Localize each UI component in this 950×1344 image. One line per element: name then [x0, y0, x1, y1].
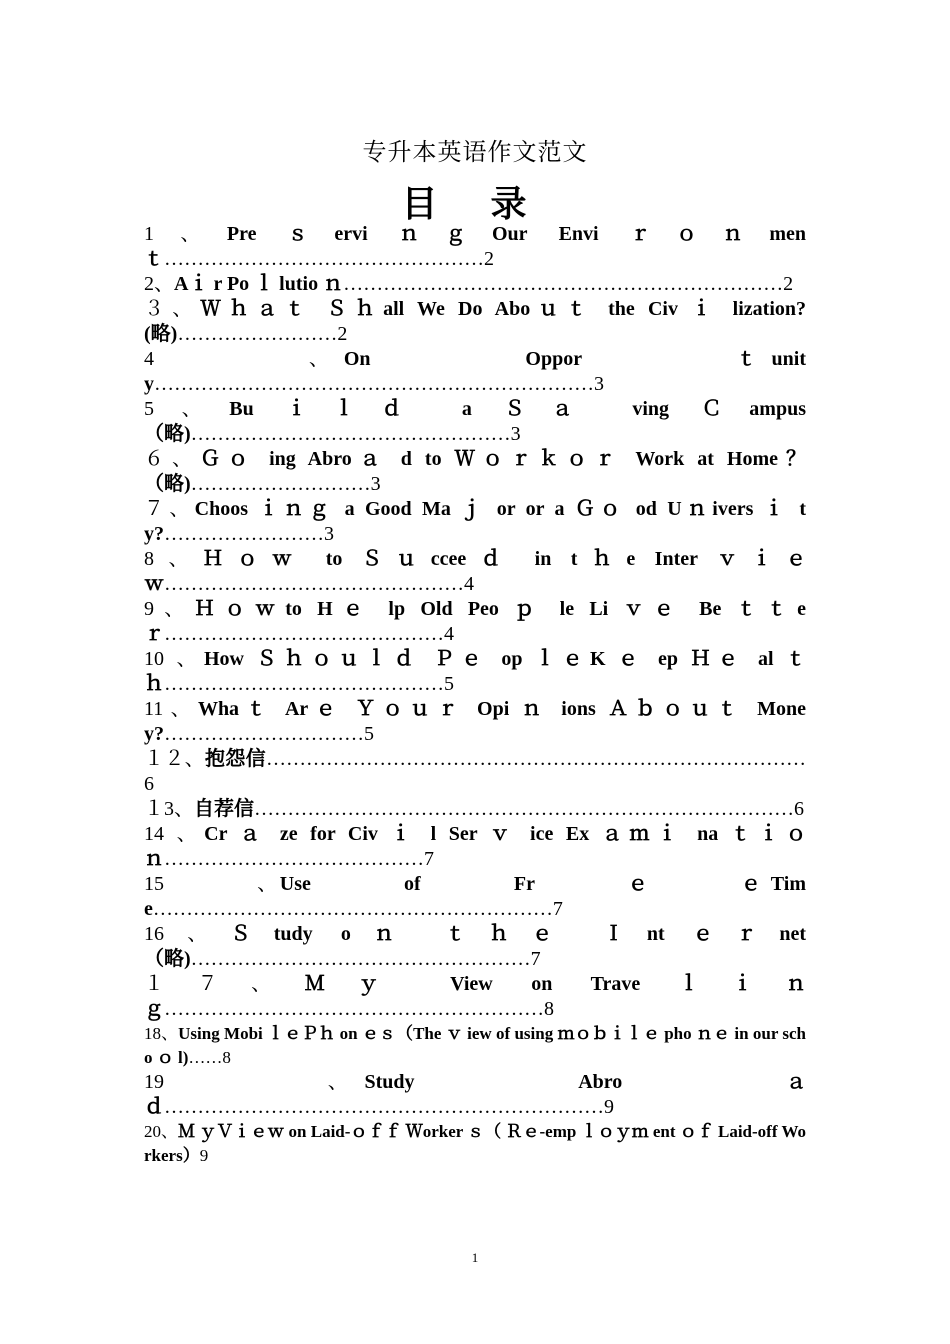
- toc-entry-number: 9、: [144, 598, 195, 620]
- toc-entry-number: １3、: [144, 798, 194, 820]
- toc-entry-page: 4: [444, 623, 454, 645]
- toc-entry-page: 2: [484, 248, 494, 270]
- toc-entry-page: 2: [337, 323, 348, 345]
- toc-entry-leader: …………………………: [164, 723, 364, 745]
- toc-entry-page: 3: [594, 373, 604, 395]
- toc-entry-page: 7: [552, 898, 563, 920]
- toc-entry[interactable]: [144, 297, 806, 347]
- toc-entry-number: 14 、: [144, 823, 205, 845]
- toc-entry[interactable]: [144, 872, 806, 922]
- toc-entry-leader: …………………………………………………………: [343, 273, 784, 295]
- toc-entry-leader: …………………………………………………………: [164, 1096, 604, 1118]
- toc-entry-title: Use of Fr ｅ ｅ Time: [144, 873, 806, 920]
- toc-entry-leader: …………………………………: [164, 848, 424, 870]
- toc-entry-title: Ｈｏｗ to Ｓｕcceeｄ in tｈe Inter ｖｉｅｗ: [144, 548, 807, 595]
- toc-entry[interactable]: [144, 922, 806, 972]
- toc-entry[interactable]: [144, 972, 806, 1022]
- toc-entry-page: 8: [222, 1048, 231, 1067]
- toc-entry-page: 8: [544, 998, 554, 1020]
- toc-entry-title: Choos ｉｎｇ a Good Ma ｊ or or a Ｇｏ od Uｎivers ｉ ty?: [144, 498, 807, 545]
- toc-entry[interactable]: [144, 597, 806, 647]
- toc-entry[interactable]: [144, 347, 806, 397]
- toc-entry-number: 15 、: [144, 873, 280, 895]
- page-number: 1: [471, 1250, 479, 1265]
- toc-entry-page: 5: [364, 723, 374, 745]
- toc-entry[interactable]: [144, 272, 806, 297]
- toc-entry-leader: …………………………………………: [164, 248, 484, 270]
- toc-entry-number: 11、: [144, 698, 198, 720]
- toc-entry-leader: ……………………………………………………: [152, 898, 553, 920]
- toc-entry-leader: ……………………………………: [164, 673, 444, 695]
- toc-entry-page: 5: [444, 673, 454, 695]
- toc-entry-number: 10 、: [144, 648, 204, 670]
- toc-entry-page: 3: [370, 473, 381, 495]
- toc-entry-leader: …………………………………………: [190, 423, 511, 445]
- toc-entry-title: Study Abro ａｄ: [144, 1071, 806, 1118]
- toc-entry-title: Aｉ r Po ｌ lutio ｎ: [174, 273, 344, 295]
- toc-entry-number: ７、: [144, 498, 195, 520]
- toc-entry-page: 2: [783, 273, 794, 295]
- toc-entry[interactable]: [144, 547, 806, 597]
- toc-heading: 目 录: [401, 184, 549, 224]
- toc-entry-number: 20、: [144, 1122, 179, 1141]
- toc-entry-title: Cr ａ ze for Civ ｉ l Ser ｖ ice Ex ａｍｉ na ｔｉｏｎ: [144, 823, 807, 870]
- toc-entry[interactable]: [144, 397, 806, 447]
- toc-entry-title: Ｈｏｗto Hｅ lp Old Peo ｐ le Li ｖｅ Be ｔｔe ｒ: [144, 598, 807, 645]
- toc-entry-title: Ｗｈａｔ Ｓｈall We Do Aboｕｔ the Civ ｉ lization?(略): [144, 298, 807, 345]
- toc-entry-title: Ｇｏ ing Abroａ d to Ｗｏｒｋｏｒ Work at Home？（略): [144, 448, 807, 495]
- toc-entry-number: 16、: [144, 923, 231, 945]
- toc-entry-number: 1、: [144, 223, 227, 245]
- toc-entry-number: 2、: [144, 273, 174, 295]
- toc-entry-leader: ……………………………………: [164, 623, 444, 645]
- toc-entry-title: Ｍ ｙＶｉｅｗ on Laid-ｏｆｆ Ｗorker ｓ（ Ｒｅ-emp ｌｏｙｍ ent ｏｆ Laid-off Workers）: [144, 1122, 807, 1165]
- toc-entry-leader: …………………………………………………………: [154, 373, 594, 395]
- toc-entry[interactable]: [144, 447, 806, 497]
- toc-entry[interactable]: [144, 497, 806, 547]
- toc-entry-page: 6: [794, 798, 804, 820]
- toc-entry-page: 6: [144, 773, 154, 795]
- toc-entry-leader: ………………………………………: [164, 573, 464, 595]
- toc-entry-page: 3: [510, 423, 521, 445]
- toc-entry-leader: ………………………: [190, 473, 371, 495]
- toc-entry-number: １７、: [144, 973, 305, 995]
- toc-entry-page: 3: [324, 523, 334, 545]
- toc-entry[interactable]: [144, 222, 806, 272]
- toc-entry[interactable]: [144, 697, 806, 747]
- toc-entry-leader: ………………………………………………………………………: [254, 798, 794, 820]
- toc-entry-number: １２、: [144, 748, 205, 770]
- document-title: 专升本英语作文范文: [362, 140, 588, 166]
- toc-entry-number: 18、: [144, 1024, 179, 1043]
- toc-entry-number: ６、: [144, 448, 201, 470]
- toc-entry-title: How Ｓｈｏｕｌｄ Ｐｅ op ｌｅK ｅ ep Ｈｅ al ｔｈ: [144, 648, 806, 695]
- toc-entry-title: Using Mobi ｌｅＰｈ on ｅｓ（The ｖ iew of using ｍｏｂｉｌｅ pho ｎｅ in our scho ｏ l): [144, 1024, 807, 1067]
- table-of-contents: [144, 222, 806, 1168]
- toc-entry-page: 4: [464, 573, 474, 595]
- toc-entry-leader: ………………………………………………………………………: [266, 748, 806, 770]
- toc-entry-leader: ……………………: [177, 323, 338, 345]
- toc-entry[interactable]: [144, 822, 806, 872]
- toc-entry-title: Ｍｙ View on Trave ｌｉｎｇ: [144, 973, 806, 1020]
- toc-entry-leader: …………………………………………………: [164, 998, 544, 1020]
- toc-entry-number: 4 、: [144, 348, 344, 370]
- toc-entry[interactable]: [144, 1070, 806, 1120]
- toc-entry-number: 5、: [144, 398, 230, 420]
- toc-entry-page: 7: [530, 948, 541, 970]
- toc-entry-title: Ｓtudy oｎ ｔｈｅ Ｉnt ｅｒnet（略): [144, 923, 807, 970]
- toc-entry-title: Whaｔ Arｅ Ｙｏｕｒ Opi ｎ ions Ａｂｏｕｔ Money?: [144, 698, 806, 745]
- toc-entry-title: 自荐信: [194, 798, 254, 820]
- toc-entry-title: Bu ｉｌｄ a Ｓａ ving Ｃampus（略): [144, 398, 806, 445]
- toc-entry-title: On Oppor ｔunity: [144, 348, 807, 395]
- toc-entry-leader: ……………………………………………: [190, 948, 531, 970]
- toc-entry-number: 19 、: [144, 1071, 365, 1093]
- toc-entry[interactable]: [144, 1120, 806, 1168]
- toc-entry-page: 9: [604, 1096, 614, 1118]
- toc-entry[interactable]: [144, 1022, 806, 1070]
- toc-entry[interactable]: [144, 647, 806, 697]
- toc-entry-page: 9: [199, 1146, 209, 1165]
- toc-entry[interactable]: [144, 797, 806, 822]
- toc-entry[interactable]: [144, 747, 806, 797]
- toc-entry-number: ３、: [144, 298, 201, 320]
- toc-entry-number: 8、: [144, 548, 203, 570]
- toc-entry-leader: ……: [188, 1048, 223, 1067]
- toc-entry-leader: ……………………: [164, 523, 324, 545]
- toc-entry-page: 7: [424, 848, 434, 870]
- toc-entry-title: Pre ｓervi ｎｇOur Envi ｒｏｎmen ｔ: [144, 223, 807, 270]
- toc-entry-title: 抱怨信: [205, 748, 266, 770]
